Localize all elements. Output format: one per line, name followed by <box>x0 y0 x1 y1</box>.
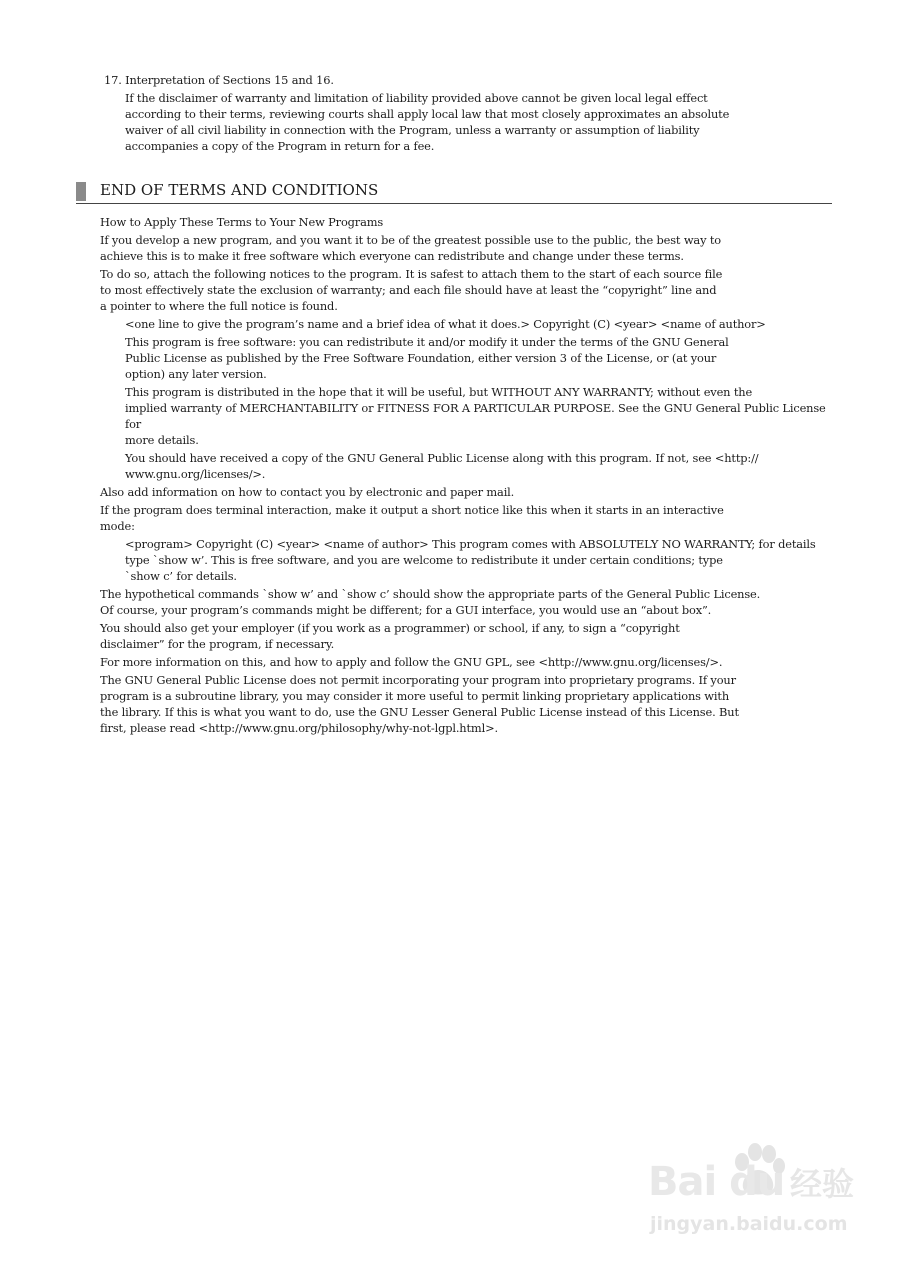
text-line: www.gnu.org/licenses/>. <box>125 467 266 481</box>
paragraph <box>100 232 832 264</box>
section-17-line: waiver of all civil liability in connection with the Program, unless a warranty or assumption of liability <box>125 123 700 137</box>
paragraph <box>100 502 832 534</box>
baidu-jingyan-watermark <box>640 1140 870 1250</box>
paragraph <box>100 484 832 500</box>
section-17-line: accompanies a copy of the Program in return for a fee. <box>125 139 435 153</box>
text-line: For more information on this, and how to apply and follow the GNU GPL, see <http://www.gnu.org/licenses/>. <box>100 655 723 669</box>
section-heading <box>76 180 832 204</box>
text-line: more details. <box>125 433 199 447</box>
text-line: Of course, your program’s commands might be different; for a GUI interface, you would use an “about box”. <box>100 603 712 617</box>
watermark-url: jingyan.baidu.com <box>650 1213 848 1235</box>
paragraph <box>100 672 832 736</box>
text-line: implied warranty of MERCHANTABILITY or FITNESS FOR A PARTICULAR PURPOSE. See the GNU General Public License for <box>125 401 826 431</box>
text-line: This program is free software: you can redistribute it and/or modify it under the terms of the GNU General <box>125 335 729 349</box>
text-line: a pointer to where the full notice is found. <box>100 299 338 313</box>
text-line: The hypothetical commands `show w’ and `show c’ should show the appropriate parts of the General Public License. <box>100 587 761 601</box>
text-line: type `show w’. This is free software, and you are welcome to redistribute it under certain conditions; type <box>125 553 723 567</box>
text-line: the library. If this is what you want to do, use the GNU Lesser General Public License instead of this License. But <box>100 705 739 719</box>
text-line: achieve this is to make it free software which everyone can redistribute and change under these terms. <box>100 249 684 263</box>
how-to-apply-content <box>100 214 832 738</box>
section-17 <box>104 72 824 154</box>
text-line: <program> Copyright (C) <year> <name of author> This program comes with ABSOLUTELY NO WARRANTY; for details <box>125 537 816 551</box>
text-line: disclaimer” for the program, if necessary. <box>100 637 335 651</box>
text-line: `show c’ for details. <box>125 569 237 583</box>
section-17-line: If the disclaimer of warranty and limitation of liability provided above cannot be given local legal effect <box>125 91 708 105</box>
section-17-body <box>104 90 824 154</box>
text-line: program is a subroutine library, you may consider it more useful to permit linking proprietary applications with <box>100 689 730 703</box>
paragraph <box>100 266 832 314</box>
indented-paragraph <box>100 384 832 448</box>
heading-title: END OF TERMS AND CONDITIONS <box>100 181 379 199</box>
indented-paragraph <box>100 316 832 332</box>
text-line: You should have received a copy of the GNU General Public License along with this program. If not, see <http:// <box>125 451 759 465</box>
section-17-line: according to their terms, reviewing courts shall apply local law that most closely approximates an absolute <box>125 107 730 121</box>
watermark-cn-text: 经验 <box>790 1165 855 1203</box>
watermark-logo-text: Bai du <box>648 1159 785 1205</box>
text-line: How to Apply These Terms to Your New Programs <box>100 215 384 229</box>
text-line: to most effectively state the exclusion of warranty; and each file should have at least the “copyright” line and <box>100 283 717 297</box>
text-line: If the program does terminal interaction, make it output a short notice like this when it starts in an interactive <box>100 503 724 517</box>
text-line: first, please read <http://www.gnu.org/philosophy/why-not-lgpl.html>. <box>100 721 498 735</box>
paragraph <box>100 620 832 652</box>
paragraph <box>100 214 832 230</box>
text-line: Public License as published by the Free Software Foundation, either version 3 of the License, or (at your <box>125 351 717 365</box>
paragraph <box>100 654 832 670</box>
text-line: The GNU General Public License does not permit incorporating your program into proprietary programs. If your <box>100 673 736 687</box>
text-line: To do so, attach the following notices to the program. It is safest to attach them to the start of each source file <box>100 267 723 281</box>
indented-paragraph <box>100 450 832 482</box>
heading-bar <box>76 182 86 201</box>
text-line: option) any later version. <box>125 367 267 381</box>
text-line: Also add information on how to contact you by electronic and paper mail. <box>100 485 515 499</box>
section-17-title: 17. Interpretation of Sections 15 and 16. <box>104 73 334 87</box>
text-line: <one line to give the program’s name and a brief idea of what it does.> Copyright (C) <year> <name of author> <box>125 317 766 331</box>
indented-paragraph <box>100 334 832 382</box>
paragraph <box>100 586 832 618</box>
text-line: If you develop a new program, and you want it to be of the greatest possible use to the public, the best way to <box>100 233 721 247</box>
text-line: This program is distributed in the hope that it will be useful, but WITHOUT ANY WARRANTY; without even the <box>125 385 753 399</box>
text-line: You should also get your employer (if you work as a programmer) or school, if any, to sign a “copyright <box>100 621 680 635</box>
indented-paragraph <box>100 536 832 584</box>
text-line: mode: <box>100 519 135 533</box>
